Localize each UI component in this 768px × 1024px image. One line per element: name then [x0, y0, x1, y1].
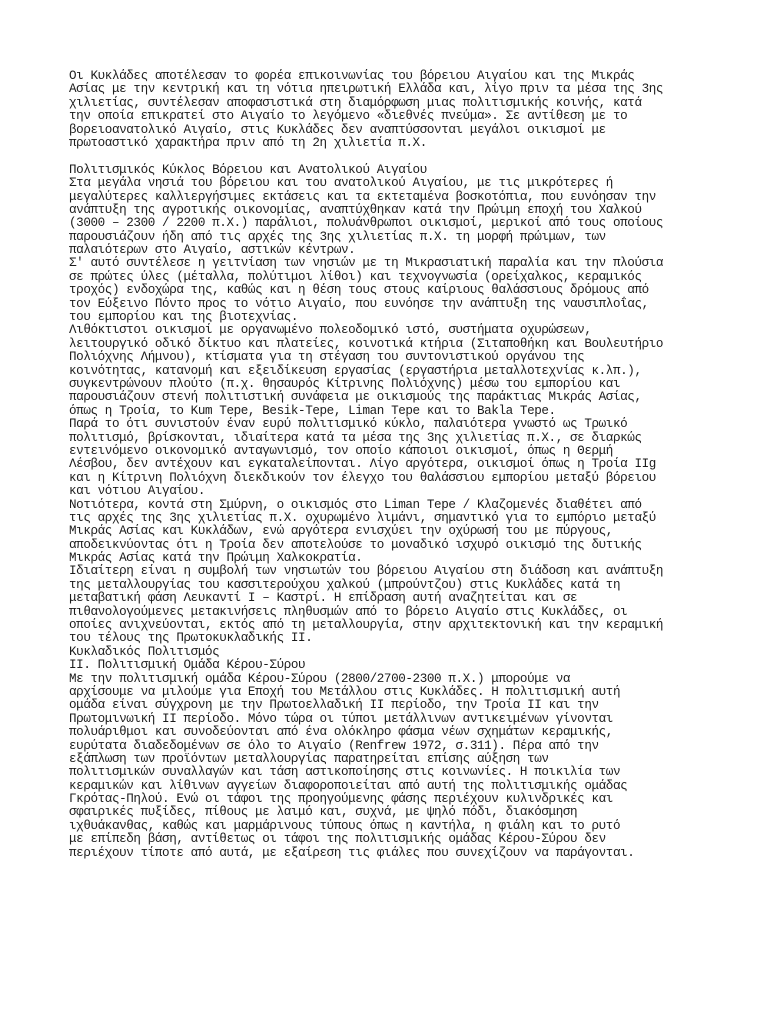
- text-line: πιθανολογούμενες μετακινήσεις πληθυσμών από το βόρειο Αιγαίο στις Κυκλάδες, οι: [69, 604, 628, 619]
- text-line: Νοτιότερα, κοντά στη Σμύρνη, ο οικισμός στο Liman Tepe / Κλαζομενές διαθέτει από: [69, 497, 642, 512]
- text-line: εξάπλωση των προϊόντων μεταλλουργίας παρατηρείται επίσης αύξηση των: [69, 751, 549, 766]
- text-line: και η Κίτρινη Πολιόχνη διεκδικούν τον έλεγχο του θαλάσσιου εμπορίου μεταξύ βόρειου: [69, 470, 656, 485]
- text-line: του τέλους της Πρωτοκυκλαδικής ΙΙ.: [69, 631, 313, 646]
- text-line: πρωτοαστικό χαρακτήρα πριν από τη 2η χιλιετία π.Χ.: [69, 135, 427, 150]
- text-line: σφαιρικές πυξίδες, πίθους με λαιμό και, συχνά, με ψηλό πόδι, διακόσμηση: [69, 805, 578, 820]
- text-line: βορειοανατολικό Αιγαίο, στις Κυκλάδες δεν αναπτύσσονται μεγάλοι οικισμοί με: [69, 122, 606, 137]
- text-line: ευρύτατα διαδεδομένων σε όλο το Αιγαίο (Renfrew 1972, σ.311). Πέρα από την: [69, 738, 599, 753]
- blank-line: [69, 150, 708, 163]
- text-line: οποίες ανιχνεύονται, εκτός από τη μεταλλουργία, στην αρχιτεκτονική και την κεραμική: [69, 618, 664, 633]
- text-line: και νότιου Αιγαίου.: [69, 484, 205, 499]
- text-line: αποδεικνύοντας ότι η Τροία δεν αποτελούσε το μοναδικό ισχυρό οικισμό της δυτικής: [69, 537, 642, 552]
- text-line: Κυκλαδικός Πολιτισμός: [69, 644, 220, 659]
- text-line: Λιθόκτιστοι οικισμοί με οργανωμένο πολεοδομικό ιστό, συστήματα οχυρώσεων,: [69, 323, 592, 338]
- text-line: Πρωτομινωική ΙΙ περίοδο. Μόνο τώρα οι τύποι μετάλλινων αντικειμένων γίνονται: [69, 711, 613, 726]
- text-line: χιλιετίας, συντέλεσαν αποφασιστικά στη διαμόρφωση μιας πολιτισμικής κοινής, κατά: [69, 95, 642, 110]
- text-line: Παρά το ότι συνιστούν έναν ευρύ πολιτισμικό κύκλο, παλαιότερα γνωστό ως Τρωικό: [69, 417, 628, 432]
- text-line: σε πρώτες ύλες (μέταλλα, πολύτιμοι λίθοι) και τεχνογνωσία (ορείχαλκος, κεραμικός: [69, 269, 642, 284]
- text-line: του εμπορίου και της βιοτεχνίας.: [69, 310, 299, 325]
- text-line: Ασίας με την κεντρική και τη νότια ηπειρωτική Ελλάδα και, λίγο πριν τα μέσα της 3ης: [69, 82, 664, 97]
- text-line: της μεταλλουργίας του κασσιτερούχου χαλκού (μπρούντζου) στις Κυκλάδες κατά τη: [69, 577, 621, 592]
- text-line: Μικράς Ασίας κατά την Πρώιμη Χαλκοκρατία.: [69, 551, 363, 566]
- text-line: παλαιότερων στο Αιγαίο, αστικών κέντρων.: [69, 243, 356, 258]
- text-line: πολιτισμό, βρίσκονται, ιδιαίτερα κατά τα μέσα της 3ης χιλιετίας π.Χ., σε διαρκώς: [69, 430, 642, 445]
- text-line: παρουσιάζουν ήδη από τις αρχές της 3ης χιλιετίας π.Χ. τη μορφή πρώιμων, των: [69, 229, 606, 244]
- text-line: Πολιτισμικός Κύκλος Βόρειου και Ανατολικού Αιγαίου: [69, 162, 427, 177]
- text-line: Ιδιαίτερη είναι η συμβολή των νησιωτών του βόρειου Αιγαίου στη διάδοση και ανάπτυξη: [69, 564, 664, 579]
- text-line: (3000 – 2300 / 2200 π.Χ.) παράλιοι, πολυάνθρωποι οικισμοί, μερικοί από τους οποίους: [69, 216, 664, 231]
- text-line: Με την πολιτισμική ομάδα Κέρου-Σύρου (2800/2700-2300 π.Χ.) μπορούμε να: [69, 671, 571, 686]
- text-line: τις αρχές της 3ης χιλιετίας π.Χ. οχυρωμένο λιμάνι, σημαντικό για το εμπόριο μεταξύ: [69, 510, 656, 525]
- text-line: Μικράς Ασίας και Κυκλάδων, ενώ αργότερα ενισχύει την οχύρωσή του με πύργους,: [69, 524, 613, 539]
- text-line: ανάπτυξη της αγροτικής οικονομίας, αναπτύχθηκαν κατά την Πρώιμη εποχή του Χαλκού: [69, 202, 642, 217]
- text-line: Στα μεγάλα νησιά του βόρειου και του ανατολικού Αιγαίου, με τις μικρότερες ή: [69, 176, 613, 191]
- text-line: όπως η Τροία, το Kum Tepe, Besik-Tepe, Liman Tepe και το Bakla Tepe.: [69, 403, 556, 418]
- text-line: τον Εύξεινο Πόντο προς το νότιο Αιγαίο, που ευνόησε την ανάπτυξη της ναυσιπλοΐας,: [69, 296, 649, 311]
- text-line: μεγαλύτερες καλλιεργήσιμες εκτάσεις και τα εκτεταμένα βοσκοτόπια, που ευνόησαν την: [69, 189, 656, 204]
- text-line: συγκεντρώνουν πλούτο (π.χ. θησαυρός Κίτρινης Πολιόχνης) μέσω του εμπορίου και: [69, 376, 621, 391]
- text-line: Λέσβου, δεν αντέχουν και εγκαταλείπονται. Λίγο αργότερα, οικισμοί όπως η Τροία IIg: [69, 457, 656, 472]
- text-line: Οι Κυκλάδες αποτέλεσαν το φορέα επικοινωνίας του βόρειου Αιγαίου και της Μικράς: [69, 69, 635, 83]
- text-line: λειτουργικό οδικό δίκτυο και πλατείες, κοινοτικά κτήρια (Σιταποθήκη και Βουλευτήριο: [69, 336, 664, 351]
- text-line: Σ' αυτό συντέλεσε η γειτνίαση των νησιών με τη Μικρασιατική παραλία και την πλούσια: [69, 256, 664, 271]
- text-line: περιέχουν τίποτε από αυτά, με εξαίρεση τις φιάλες που συνεχίζουν να παράγονται.: [69, 845, 635, 860]
- text-line: Πολιόχνης Λήμνου), κτίσματα για τη στέγαση του συντονιστικού οργάνου της: [69, 350, 585, 365]
- text-line: κεραμικών και λίθινων αγγείων διαφοροποιείται από αυτή της πολιτισμικής ομάδας: [69, 778, 628, 793]
- text-line: ομάδα είναι σύγχρονη με την Πρωτοελλαδική ΙΙ περίοδο, την Τροία ΙΙ και την: [69, 698, 599, 713]
- text-line: εντεινόμενο οικονομικό ανταγωνισμό, τον οποίο κάποιοι οικισμοί, όπως η Θερμή: [69, 443, 613, 458]
- text-line: με επίπεδη βάση, αντίθετως οι τάφοι της πολιτισμικής ομάδας Κέρου-Σύρου δεν: [69, 832, 606, 847]
- text-line: κοινότητας, κατανομή και εξειδίκευση εργασίας (εργαστήρια μεταλλοτεχνίας κ.λπ.),: [69, 363, 642, 378]
- text-line: παρουσιάζουν στενή πολιτιστική συνάφεια με οικισμούς της παράκτιας Μικράς Ασίας,: [69, 390, 642, 405]
- text-line: ΙΙ. Πολιτισμική Ομάδα Κέρου-Σύρου: [69, 658, 306, 673]
- text-line: την οποία επικρατεί στο Αιγαίο το λεγόμενο «διεθνές πνεύμα». Σε αντίθεση με το: [69, 109, 628, 124]
- text-line: πολυάριθμοι και συνοδεύονται από ένα ολόκληρο φάσμα νέων σχημάτων κεραμικής,: [69, 725, 613, 740]
- text-line: ιχθυάκανθας, καθώς και μαρμάρινους τύπους όπως η καντήλα, η φιάλη και το ρυτό: [69, 818, 621, 833]
- text-line: Γκρότας-Πηλού. Ενώ οι τάφοι της προηγούμενης φάσης περιέχουν κυλινδρικές και: [69, 792, 613, 807]
- text-line: πολιτισμικών συναλλαγών και τάση αστικοποίησης στις κοινωνίες. Η ποικιλία των: [69, 765, 621, 780]
- text-line: αρχίσουμε να μιλούμε για Εποχή του Μετάλλου στις Κυκλάδες. Η πολιτισμική αυτή: [69, 684, 621, 699]
- text-line: μεταβατική φάση Λευκαντί Ι – Καστρί. Η επίδραση αυτή αναζητείται και σε: [69, 591, 578, 606]
- text-line: τροχός) ενδοχώρα της, καθώς και η θέση τους στους καίριους θαλάσσιους δρόμους από: [69, 283, 649, 298]
